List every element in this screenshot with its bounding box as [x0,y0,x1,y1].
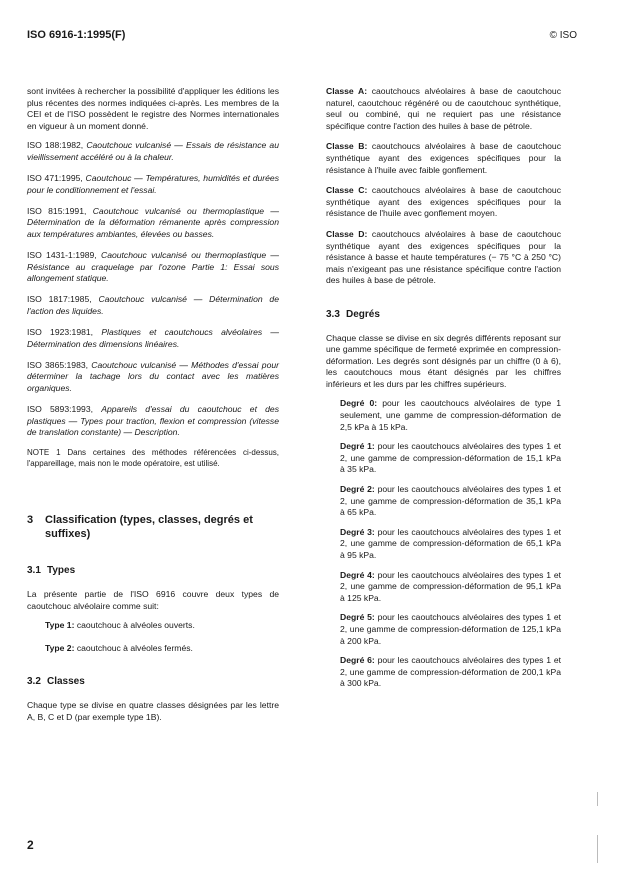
type-label: Type 2: [45,642,75,653]
class-item [326,86,561,132]
type-label: Type 1: [45,620,75,631]
section-3-3-heading [326,309,561,321]
type-item [45,620,279,632]
degrees-intro: Chaque classe se divise en six degrés différents reposant sur une gamme spécifique de fermeté exprimée en compression-déformation. Les degrés sont désignés par un chiffre (0 à 6), les caoutchoucs mous étant désignés par les chiffres inférieurs et les durs par les chiffres supérieurs. [326,332,561,389]
section-title: Classification (types, classes, degrés et suffixes) [45,514,253,541]
reference-code: ISO 5893:1993, [27,403,94,414]
class-text: caoutchoucs alvéolaires à base de caoutchouc synthétique ayant des exigences spécifiques pour la résistance à l'huile avec faible gonflement. [326,141,562,175]
reference-title: Caoutchouc — Températures, humidités et durées pour le conditionnement et l'essai. [27,173,279,195]
reference-code: ISO 3865:1983, [27,359,89,370]
section-title: Classes [47,676,85,688]
class-item [326,141,561,176]
reference-item [27,294,279,317]
degree-label: Degré 3: [340,526,375,537]
type-text: caoutchouc à alvéoles fermés. [76,642,193,653]
right-column [326,86,561,698]
degree-item [340,527,561,562]
reference-item [27,360,279,395]
reference-item [27,140,279,163]
margin-mark [597,792,598,806]
degree-label: Degré 0: [340,398,378,409]
class-label: Classe B: [326,141,368,152]
types-intro: La présente partie de l'ISO 6916 couvre deux types de caoutchouc alvéolaire comme suit: [27,589,279,611]
copyright-mark: © ISO [549,30,577,41]
reference-title: Caoutchouc vulcanisé — Essais de résistance au vieillissement accéléré ou à la chaleur. [27,140,279,162]
degree-item [340,655,561,690]
reference-title: Caoutchouc vulcanisé — Méthodes d'essai pour déterminer la tachage lors du contact avec les matières organiques. [27,359,280,393]
reference-item [27,173,279,196]
section-title: Degrés [346,308,380,320]
degree-text: pour les caoutchoucs alvéolaires des types 1 et 2, une gamme de compression-déformation de 200,1 kPa à 300 kPa. [340,655,561,689]
degree-item [340,570,561,605]
class-text: caoutchoucs alvéolaires à base de caoutchouc naturel, caoutchouc régénéré ou de caoutchouc synthétique, seul ou combiné, qui ne requiert pas une résistance spécifique contre l'action des huiles à base de pétrole. [326,86,561,131]
degree-label: Degré 5: [340,612,375,623]
reference-title: Appareils d'essai du caoutchouc et des plastiques — Types pour traction, flexion et compression (vitesse de translation constante) — Description. [27,403,280,438]
type-text: caoutchouc à alvéoles ouverts. [76,620,195,631]
degree-label: Degré 2: [340,484,375,495]
class-label: Classe A: [326,86,368,96]
section-number: 3.1 [27,565,41,577]
intro-paragraph: sont invitées à rechercher la possibilité d'appliquer les éditions les plus récentes des normes indiquées ci-après. Les membres de la CEI et de l'ISO possèdent le registre des Normes internationales en vigueur à un moment donné. [27,86,279,131]
class-label: Classe D: [326,228,368,239]
type-item [45,643,279,655]
class-item [326,185,561,220]
reference-code: ISO 815:1991, [27,205,87,216]
section-title: Types [47,565,76,577]
section-3-1-heading [27,565,279,577]
reference-title: Caoutchouc vulcanisé ou thermoplastique — Détermination de la déformation rémanente après compression aux températures ambiantes, élevées ou basses. [27,205,279,239]
degree-item [340,398,561,433]
reference-title: Plastiques et caoutchoucs alvéolaires — Détermination des dimensions linéaires. [27,327,280,349]
reference-title: Caoutchouc vulcanisé ou thermoplastique — Résistance au craquelage par l'ozone Partie 1: Essai sous allongement statique. [27,250,280,284]
reference-code: ISO 1923:1981, [27,327,94,337]
degree-text: pour les caoutchoucs alvéolaires des types 1 et 2, une gamme de compression-déformation de 35,1 kPa à 65 kPa. [340,484,561,518]
section-number: 3.3 [326,308,340,320]
degree-text: pour les caoutchoucs alvéolaires de type 1 seulement, une gamme de compression-déformation de 2,5 kPa à 15 kPa. [340,398,562,432]
section-number: 3 [27,514,34,527]
degree-text: pour les caoutchoucs alvéolaires des types 1 et 2, une gamme de compression-déformation de 125,1 kPa à 200 kPa. [340,612,561,646]
degree-text: pour les caoutchoucs alvéolaires des types 1 et 2, une gamme de compression-déformation de 65,1 kPa à 95 kPa. [340,526,561,560]
degree-label: Degré 4: [340,569,375,580]
margin-mark [597,835,598,863]
degree-item [340,441,561,476]
degree-list [326,398,561,689]
document-id: ISO 6916-1:1995(F) [27,29,126,41]
section-3-2-heading [27,676,279,688]
page-number: 2 [27,838,34,852]
reference-item [27,206,279,241]
section-3-heading [27,513,279,541]
reference-code: ISO 188:1982, [27,140,84,151]
reference-item [27,250,279,285]
degree-item [340,612,561,647]
degree-text: pour les caoutchoucs alvéolaires des types 1 et 2, une gamme de compression-déformation de 95,1 kPa à 125 kPa. [340,569,561,603]
left-column [27,86,279,731]
degree-label: Degré 1: [340,441,375,452]
class-item [326,229,561,287]
class-label: Classe C: [326,185,368,196]
section-number: 3.2 [27,676,41,688]
reference-title: Caoutchouc vulcanisé — Détermination de l'action des liquides. [27,294,279,316]
reference-item [27,327,279,350]
class-text: caoutchoucs alvéolaires à base de caoutchouc synthétique ayant des exigences spécifiques pour la résistance de l'huile avec gonflement moyen. [326,185,562,219]
reference-code: ISO 1817:1985, [27,294,92,305]
reference-item [27,404,279,439]
reference-code: ISO 1431-1:1989, [27,250,97,261]
degree-text: pour les caoutchoucs alvéolaires des types 1 et 2, une gamme de compression-déformation de 15,1 kPa à 35 kPa. [340,441,561,475]
classes-intro: Chaque type se divise en quatre classes désignées par les lettre A, B, C et D (par exemple type 1B). [27,700,279,722]
note-paragraph: NOTE 1 Dans certaines des méthodes référencées ci-dessus, l'appareillage, mais non le mode opératoire, est utilisé. [27,448,279,468]
degree-label: Degré 6: [340,655,375,666]
class-text: caoutchoucs alvéolaires à base de caoutchouc synthétique ayant des exigences spécifiques pour la résistance à basse et haute températures (− 75 °C à 250 °C) mais n'exigeant pas une résistance spécifique contre l'action des huiles à base de pétrole. [326,228,562,286]
reference-code: ISO 471:1995, [27,173,83,184]
degree-item [340,484,561,519]
